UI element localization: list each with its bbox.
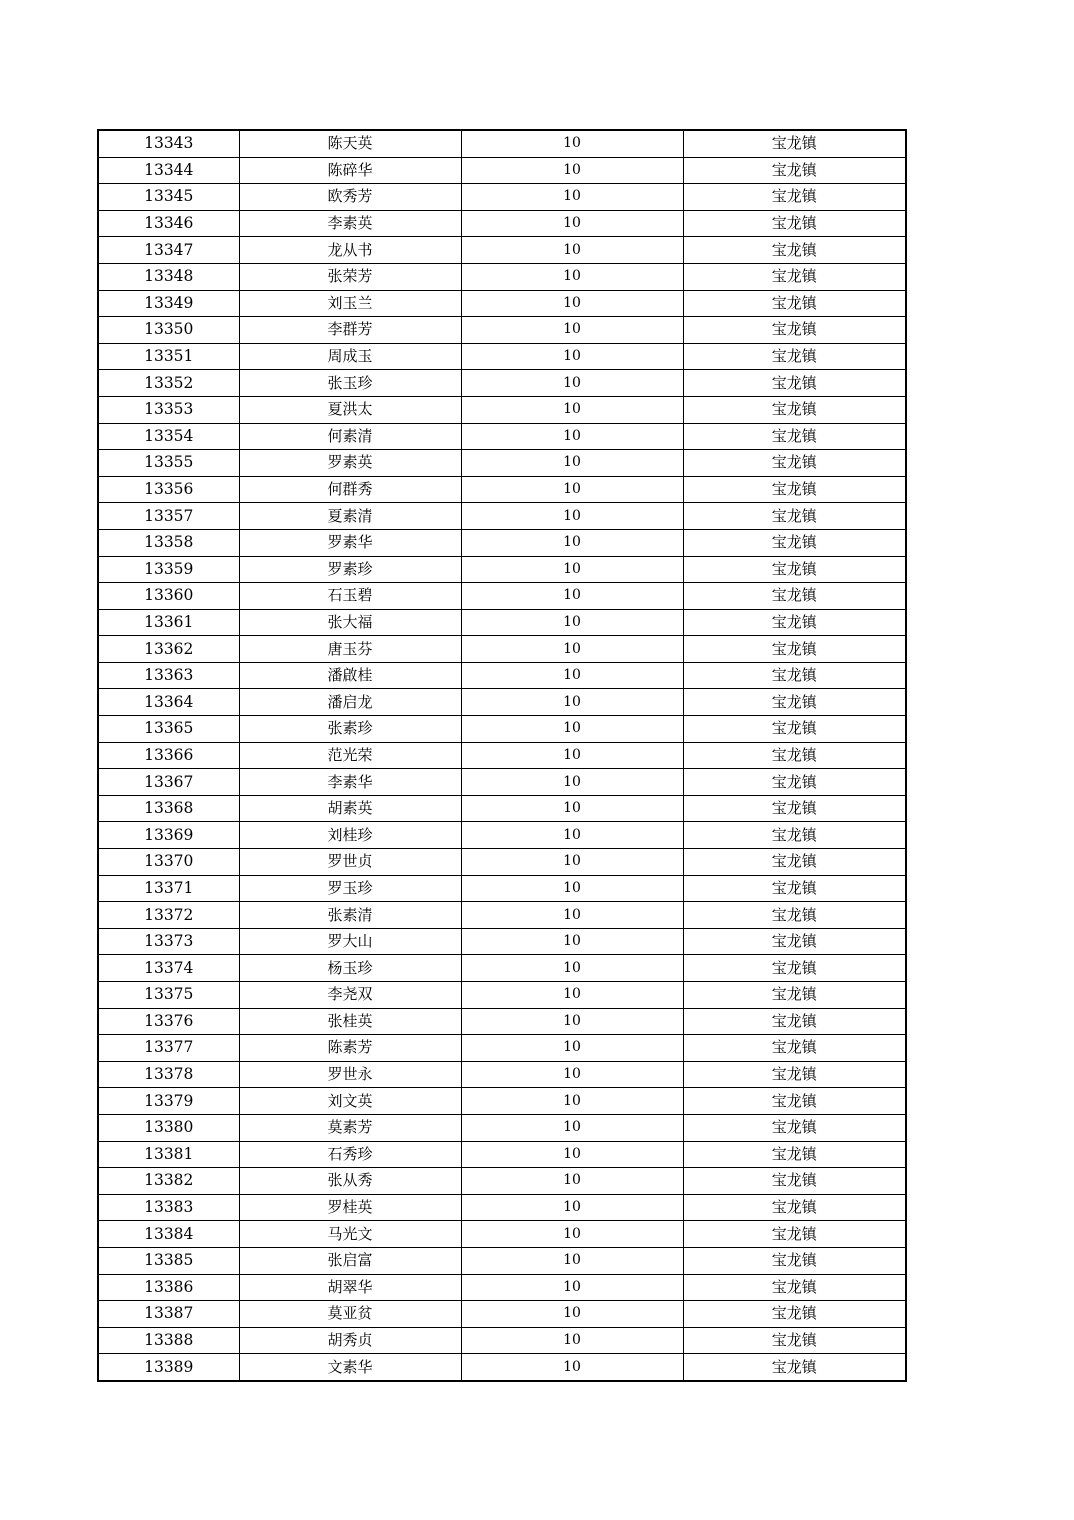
cell-serial-number: 13354	[98, 423, 239, 450]
cell-town: 宝龙镇	[683, 1141, 906, 1168]
cell-amount: 10	[461, 396, 683, 423]
table-row	[98, 210, 906, 237]
cell-amount: 10	[461, 1194, 683, 1221]
cell-town: 宝龙镇	[683, 130, 906, 157]
cell-amount: 10	[461, 795, 683, 822]
table-row	[98, 689, 906, 716]
cell-serial-number: 13360	[98, 583, 239, 610]
cell-person-name: 胡素英	[239, 795, 461, 822]
cell-town: 宝龙镇	[683, 1301, 906, 1328]
table-row	[98, 423, 906, 450]
cell-amount: 10	[461, 902, 683, 929]
table-row	[98, 130, 906, 157]
table-row	[98, 1274, 906, 1301]
cell-town: 宝龙镇	[683, 928, 906, 955]
cell-person-name: 莫亚贫	[239, 1301, 461, 1328]
table-row	[98, 716, 906, 743]
table-row	[98, 583, 906, 610]
cell-person-name: 李群芳	[239, 317, 461, 344]
cell-amount: 10	[461, 184, 683, 211]
cell-serial-number: 13367	[98, 769, 239, 796]
table-row	[98, 955, 906, 982]
cell-serial-number: 13358	[98, 529, 239, 556]
table-row	[98, 396, 906, 423]
cell-amount: 10	[461, 1301, 683, 1328]
cell-serial-number: 13379	[98, 1088, 239, 1115]
cell-amount: 10	[461, 317, 683, 344]
cell-serial-number: 13366	[98, 742, 239, 769]
cell-person-name: 李尧双	[239, 982, 461, 1009]
table-row	[98, 875, 906, 902]
cell-serial-number: 13388	[98, 1327, 239, 1354]
cell-person-name: 夏素清	[239, 503, 461, 530]
cell-serial-number: 13345	[98, 184, 239, 211]
cell-town: 宝龙镇	[683, 1088, 906, 1115]
cell-serial-number: 13369	[98, 822, 239, 849]
cell-amount: 10	[461, 1354, 683, 1381]
cell-amount: 10	[461, 130, 683, 157]
cell-person-name: 何群秀	[239, 476, 461, 503]
table-row	[98, 928, 906, 955]
cell-amount: 10	[461, 1168, 683, 1195]
cell-amount: 10	[461, 982, 683, 1009]
table-row	[98, 450, 906, 477]
cell-serial-number: 13343	[98, 130, 239, 157]
table-row	[98, 1088, 906, 1115]
cell-person-name: 石秀珍	[239, 1141, 461, 1168]
cell-serial-number: 13385	[98, 1247, 239, 1274]
cell-serial-number: 13375	[98, 982, 239, 1009]
cell-town: 宝龙镇	[683, 716, 906, 743]
cell-town: 宝龙镇	[683, 290, 906, 317]
cell-amount: 10	[461, 955, 683, 982]
table-row	[98, 1194, 906, 1221]
cell-town: 宝龙镇	[683, 662, 906, 689]
table-row	[98, 849, 906, 876]
cell-serial-number: 13364	[98, 689, 239, 716]
cell-amount: 10	[461, 1008, 683, 1035]
cell-person-name: 陈碎华	[239, 157, 461, 184]
cell-town: 宝龙镇	[683, 795, 906, 822]
cell-amount: 10	[461, 450, 683, 477]
cell-person-name: 潘启龙	[239, 689, 461, 716]
cell-amount: 10	[461, 263, 683, 290]
cell-town: 宝龙镇	[683, 263, 906, 290]
table-row	[98, 263, 906, 290]
cell-town: 宝龙镇	[683, 1035, 906, 1062]
cell-town: 宝龙镇	[683, 503, 906, 530]
cell-town: 宝龙镇	[683, 583, 906, 610]
cell-amount: 10	[461, 343, 683, 370]
cell-serial-number: 13386	[98, 1274, 239, 1301]
cell-person-name: 罗桂英	[239, 1194, 461, 1221]
cell-amount: 10	[461, 1114, 683, 1141]
cell-town: 宝龙镇	[683, 689, 906, 716]
table-row	[98, 556, 906, 583]
cell-amount: 10	[461, 742, 683, 769]
table-row	[98, 1061, 906, 1088]
table-row	[98, 503, 906, 530]
cell-town: 宝龙镇	[683, 476, 906, 503]
cell-person-name: 罗世永	[239, 1061, 461, 1088]
cell-amount: 10	[461, 370, 683, 397]
cell-town: 宝龙镇	[683, 1168, 906, 1195]
cell-person-name: 陈素芳	[239, 1035, 461, 1062]
table-row	[98, 822, 906, 849]
cell-town: 宝龙镇	[683, 157, 906, 184]
cell-person-name: 罗世贞	[239, 849, 461, 876]
table-row	[98, 982, 906, 1009]
cell-town: 宝龙镇	[683, 982, 906, 1009]
table-row	[98, 769, 906, 796]
cell-town: 宝龙镇	[683, 343, 906, 370]
cell-serial-number: 13347	[98, 237, 239, 264]
cell-amount: 10	[461, 1274, 683, 1301]
table-row	[98, 370, 906, 397]
cell-serial-number: 13368	[98, 795, 239, 822]
cell-person-name: 欧秀芳	[239, 184, 461, 211]
cell-serial-number: 13357	[98, 503, 239, 530]
cell-town: 宝龙镇	[683, 636, 906, 663]
cell-town: 宝龙镇	[683, 317, 906, 344]
cell-serial-number: 13361	[98, 609, 239, 636]
cell-serial-number: 13353	[98, 396, 239, 423]
table-row	[98, 1168, 906, 1195]
table-row	[98, 1035, 906, 1062]
cell-person-name: 李素英	[239, 210, 461, 237]
cell-serial-number: 13351	[98, 343, 239, 370]
cell-person-name: 罗玉珍	[239, 875, 461, 902]
cell-person-name: 刘玉兰	[239, 290, 461, 317]
cell-person-name: 范光荣	[239, 742, 461, 769]
cell-amount: 10	[461, 423, 683, 450]
cell-person-name: 罗素珍	[239, 556, 461, 583]
cell-serial-number: 13372	[98, 902, 239, 929]
cell-amount: 10	[461, 1327, 683, 1354]
cell-town: 宝龙镇	[683, 1354, 906, 1381]
cell-serial-number: 13373	[98, 928, 239, 955]
cell-serial-number: 13382	[98, 1168, 239, 1195]
cell-person-name: 莫素芳	[239, 1114, 461, 1141]
table-row	[98, 290, 906, 317]
table-row	[98, 1221, 906, 1248]
cell-serial-number: 13371	[98, 875, 239, 902]
cell-person-name: 文素华	[239, 1354, 461, 1381]
cell-town: 宝龙镇	[683, 1008, 906, 1035]
cell-amount: 10	[461, 529, 683, 556]
cell-person-name: 夏洪太	[239, 396, 461, 423]
cell-person-name: 张素清	[239, 902, 461, 929]
cell-amount: 10	[461, 769, 683, 796]
table-row	[98, 157, 906, 184]
cell-town: 宝龙镇	[683, 184, 906, 211]
table-row	[98, 343, 906, 370]
cell-amount: 10	[461, 849, 683, 876]
cell-serial-number: 13365	[98, 716, 239, 743]
cell-serial-number: 13389	[98, 1354, 239, 1381]
table-row	[98, 1008, 906, 1035]
cell-town: 宝龙镇	[683, 609, 906, 636]
cell-person-name: 李素华	[239, 769, 461, 796]
cell-serial-number: 13356	[98, 476, 239, 503]
table-row	[98, 1114, 906, 1141]
cell-town: 宝龙镇	[683, 237, 906, 264]
cell-town: 宝龙镇	[683, 875, 906, 902]
cell-person-name: 胡翠华	[239, 1274, 461, 1301]
cell-amount: 10	[461, 716, 683, 743]
cell-amount: 10	[461, 1061, 683, 1088]
table-row	[98, 742, 906, 769]
table-row	[98, 1354, 906, 1381]
table-row	[98, 636, 906, 663]
cell-town: 宝龙镇	[683, 1247, 906, 1274]
table-row	[98, 662, 906, 689]
table-row	[98, 1327, 906, 1354]
cell-town: 宝龙镇	[683, 556, 906, 583]
cell-town: 宝龙镇	[683, 1194, 906, 1221]
cell-amount: 10	[461, 1088, 683, 1115]
cell-town: 宝龙镇	[683, 423, 906, 450]
cell-person-name: 唐玉芬	[239, 636, 461, 663]
cell-serial-number: 13381	[98, 1141, 239, 1168]
table-row	[98, 529, 906, 556]
table-row	[98, 1247, 906, 1274]
cell-town: 宝龙镇	[683, 1327, 906, 1354]
cell-person-name: 张从秀	[239, 1168, 461, 1195]
cell-serial-number: 13380	[98, 1114, 239, 1141]
cell-serial-number: 13355	[98, 450, 239, 477]
cell-person-name: 张启富	[239, 1247, 461, 1274]
cell-amount: 10	[461, 636, 683, 663]
table-row	[98, 317, 906, 344]
cell-amount: 10	[461, 1221, 683, 1248]
cell-person-name: 张大福	[239, 609, 461, 636]
cell-amount: 10	[461, 290, 683, 317]
cell-serial-number: 13344	[98, 157, 239, 184]
cell-town: 宝龙镇	[683, 370, 906, 397]
cell-person-name: 胡秀贞	[239, 1327, 461, 1354]
cell-serial-number: 13352	[98, 370, 239, 397]
cell-person-name: 张素珍	[239, 716, 461, 743]
cell-person-name: 石玉碧	[239, 583, 461, 610]
cell-town: 宝龙镇	[683, 742, 906, 769]
cell-amount: 10	[461, 609, 683, 636]
cell-serial-number: 13350	[98, 317, 239, 344]
cell-person-name: 潘啟桂	[239, 662, 461, 689]
table-row	[98, 1301, 906, 1328]
cell-amount: 10	[461, 503, 683, 530]
cell-person-name: 罗素华	[239, 529, 461, 556]
cell-serial-number: 13384	[98, 1221, 239, 1248]
cell-person-name: 龙从书	[239, 237, 461, 264]
cell-town: 宝龙镇	[683, 210, 906, 237]
cell-serial-number: 13348	[98, 263, 239, 290]
cell-amount: 10	[461, 210, 683, 237]
cell-town: 宝龙镇	[683, 822, 906, 849]
cell-amount: 10	[461, 875, 683, 902]
table-row	[98, 609, 906, 636]
table-row	[98, 902, 906, 929]
cell-town: 宝龙镇	[683, 902, 906, 929]
cell-amount: 10	[461, 1141, 683, 1168]
cell-town: 宝龙镇	[683, 955, 906, 982]
table-row	[98, 184, 906, 211]
cell-amount: 10	[461, 157, 683, 184]
cell-serial-number: 13376	[98, 1008, 239, 1035]
table-row	[98, 237, 906, 264]
cell-town: 宝龙镇	[683, 396, 906, 423]
roster-table-body	[98, 130, 906, 1381]
cell-person-name: 马光文	[239, 1221, 461, 1248]
cell-person-name: 何素清	[239, 423, 461, 450]
cell-amount: 10	[461, 556, 683, 583]
cell-person-name: 周成玉	[239, 343, 461, 370]
table-row	[98, 476, 906, 503]
cell-person-name: 陈天英	[239, 130, 461, 157]
cell-town: 宝龙镇	[683, 1114, 906, 1141]
cell-town: 宝龙镇	[683, 1221, 906, 1248]
roster-table	[97, 129, 907, 1382]
cell-person-name: 罗大山	[239, 928, 461, 955]
cell-amount: 10	[461, 1247, 683, 1274]
table-row	[98, 795, 906, 822]
cell-person-name: 张荣芳	[239, 263, 461, 290]
cell-amount: 10	[461, 662, 683, 689]
cell-amount: 10	[461, 583, 683, 610]
cell-serial-number: 13378	[98, 1061, 239, 1088]
cell-person-name: 杨玉珍	[239, 955, 461, 982]
cell-amount: 10	[461, 822, 683, 849]
cell-town: 宝龙镇	[683, 450, 906, 477]
cell-person-name: 刘桂珍	[239, 822, 461, 849]
cell-amount: 10	[461, 476, 683, 503]
cell-serial-number: 13346	[98, 210, 239, 237]
table-row	[98, 1141, 906, 1168]
cell-serial-number: 13370	[98, 849, 239, 876]
cell-serial-number: 13363	[98, 662, 239, 689]
cell-serial-number: 13387	[98, 1301, 239, 1328]
cell-town: 宝龙镇	[683, 1274, 906, 1301]
cell-town: 宝龙镇	[683, 529, 906, 556]
cell-town: 宝龙镇	[683, 849, 906, 876]
cell-person-name: 罗素英	[239, 450, 461, 477]
cell-amount: 10	[461, 928, 683, 955]
cell-town: 宝龙镇	[683, 769, 906, 796]
cell-person-name: 刘文英	[239, 1088, 461, 1115]
cell-amount: 10	[461, 237, 683, 264]
cell-person-name: 张桂英	[239, 1008, 461, 1035]
cell-person-name: 张玉珍	[239, 370, 461, 397]
cell-serial-number: 13349	[98, 290, 239, 317]
cell-town: 宝龙镇	[683, 1061, 906, 1088]
cell-serial-number: 13362	[98, 636, 239, 663]
cell-serial-number: 13359	[98, 556, 239, 583]
cell-serial-number: 13377	[98, 1035, 239, 1062]
cell-amount: 10	[461, 689, 683, 716]
cell-serial-number: 13374	[98, 955, 239, 982]
cell-amount: 10	[461, 1035, 683, 1062]
cell-serial-number: 13383	[98, 1194, 239, 1221]
